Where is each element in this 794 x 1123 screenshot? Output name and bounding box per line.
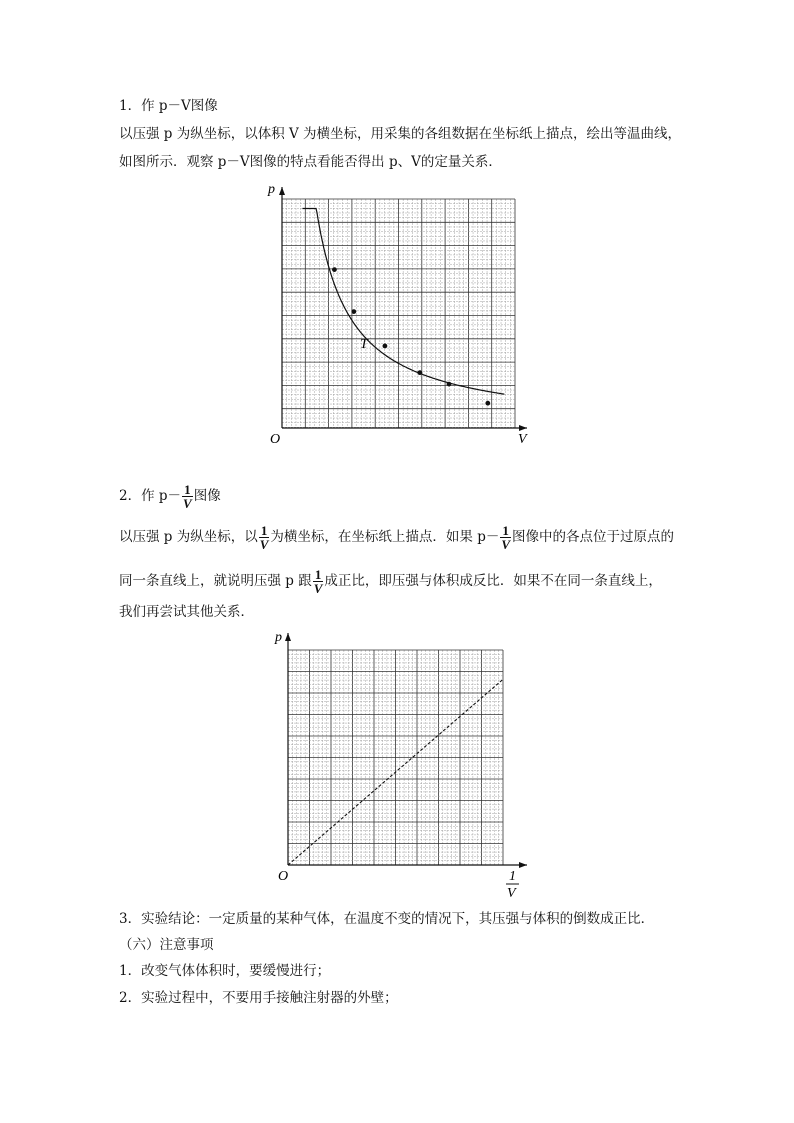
fraction-1-over-v: $\frac{1}{V}$ [313,567,323,596]
note-item-1: 1．改变气体体积时，要缓慢进行； [119,963,331,979]
p-inverse-v-chart-grid [288,650,503,865]
section1-paragraph-line2: 如图所示．观察 p－V图像的特点看能否得出 p、V的定量关系． [119,154,502,170]
conclusion-text: 3．实验结论：一定质量的某种气体，在温度不变的情况下，其压强与体积的倒数成正比． [119,911,655,927]
notes-subheading: （六）注意事项 [119,937,214,953]
pv-chart-xlabel: V [518,432,527,447]
pv-chart-ylabel: p [268,182,275,197]
note-item-2: 2．实验过程中，不要用手接触注射器的外壁； [119,990,398,1006]
section2-paragraph-line3: 我们再尝试其他关系． [119,604,254,620]
pv-chart-curve-label: T [360,337,368,352]
y-axis-arrow [285,633,291,641]
x-axis-arrow [519,862,527,868]
p-inverse-v-chart-xlabel [506,869,519,901]
fraction-1-over-v: $\frac{1}{V}$ [183,482,192,511]
svg-text:1: 1 [509,869,516,884]
pv-chart-origin-label: O [270,432,281,447]
fraction-1-over-v: $\frac{1}{V}$ [501,523,511,552]
section2-paragraph-line2: 同一条直线上，就说明压强 p 跟 $\frac{1}{V}$ 成正比，即压强与体积成反比．如果不在同一条直线上， [119,567,662,596]
svg-text:V: V [507,886,516,901]
section1-paragraph-line1: 以压强 p 为纵坐标，以体积 V 为横坐标，用采集的各组数据在坐标纸上描点，绘出等温曲线， [119,126,682,142]
fraction-1-over-v: $\frac{1}{V}$ [259,523,269,552]
section2-heading-prefix: 2．作 p－ [119,488,182,504]
p-inverse-v-chart-origin-label: O [278,869,289,884]
p-inverse-v-chart-ylabel: p [275,630,282,645]
section2-paragraph-line1: 以压强 p 为纵坐标，以 $\frac{1}{V}$ 为横坐标，在坐标纸上描点．如果 p－ $\frac{1}{V}$ 图像中的各点位于过原点的 [119,523,675,552]
p-inverse-v-chart-axes [285,633,527,868]
section2-heading-suffix: 图像 [193,488,221,504]
section1-heading: 1．作 p－V图像 [119,98,218,114]
